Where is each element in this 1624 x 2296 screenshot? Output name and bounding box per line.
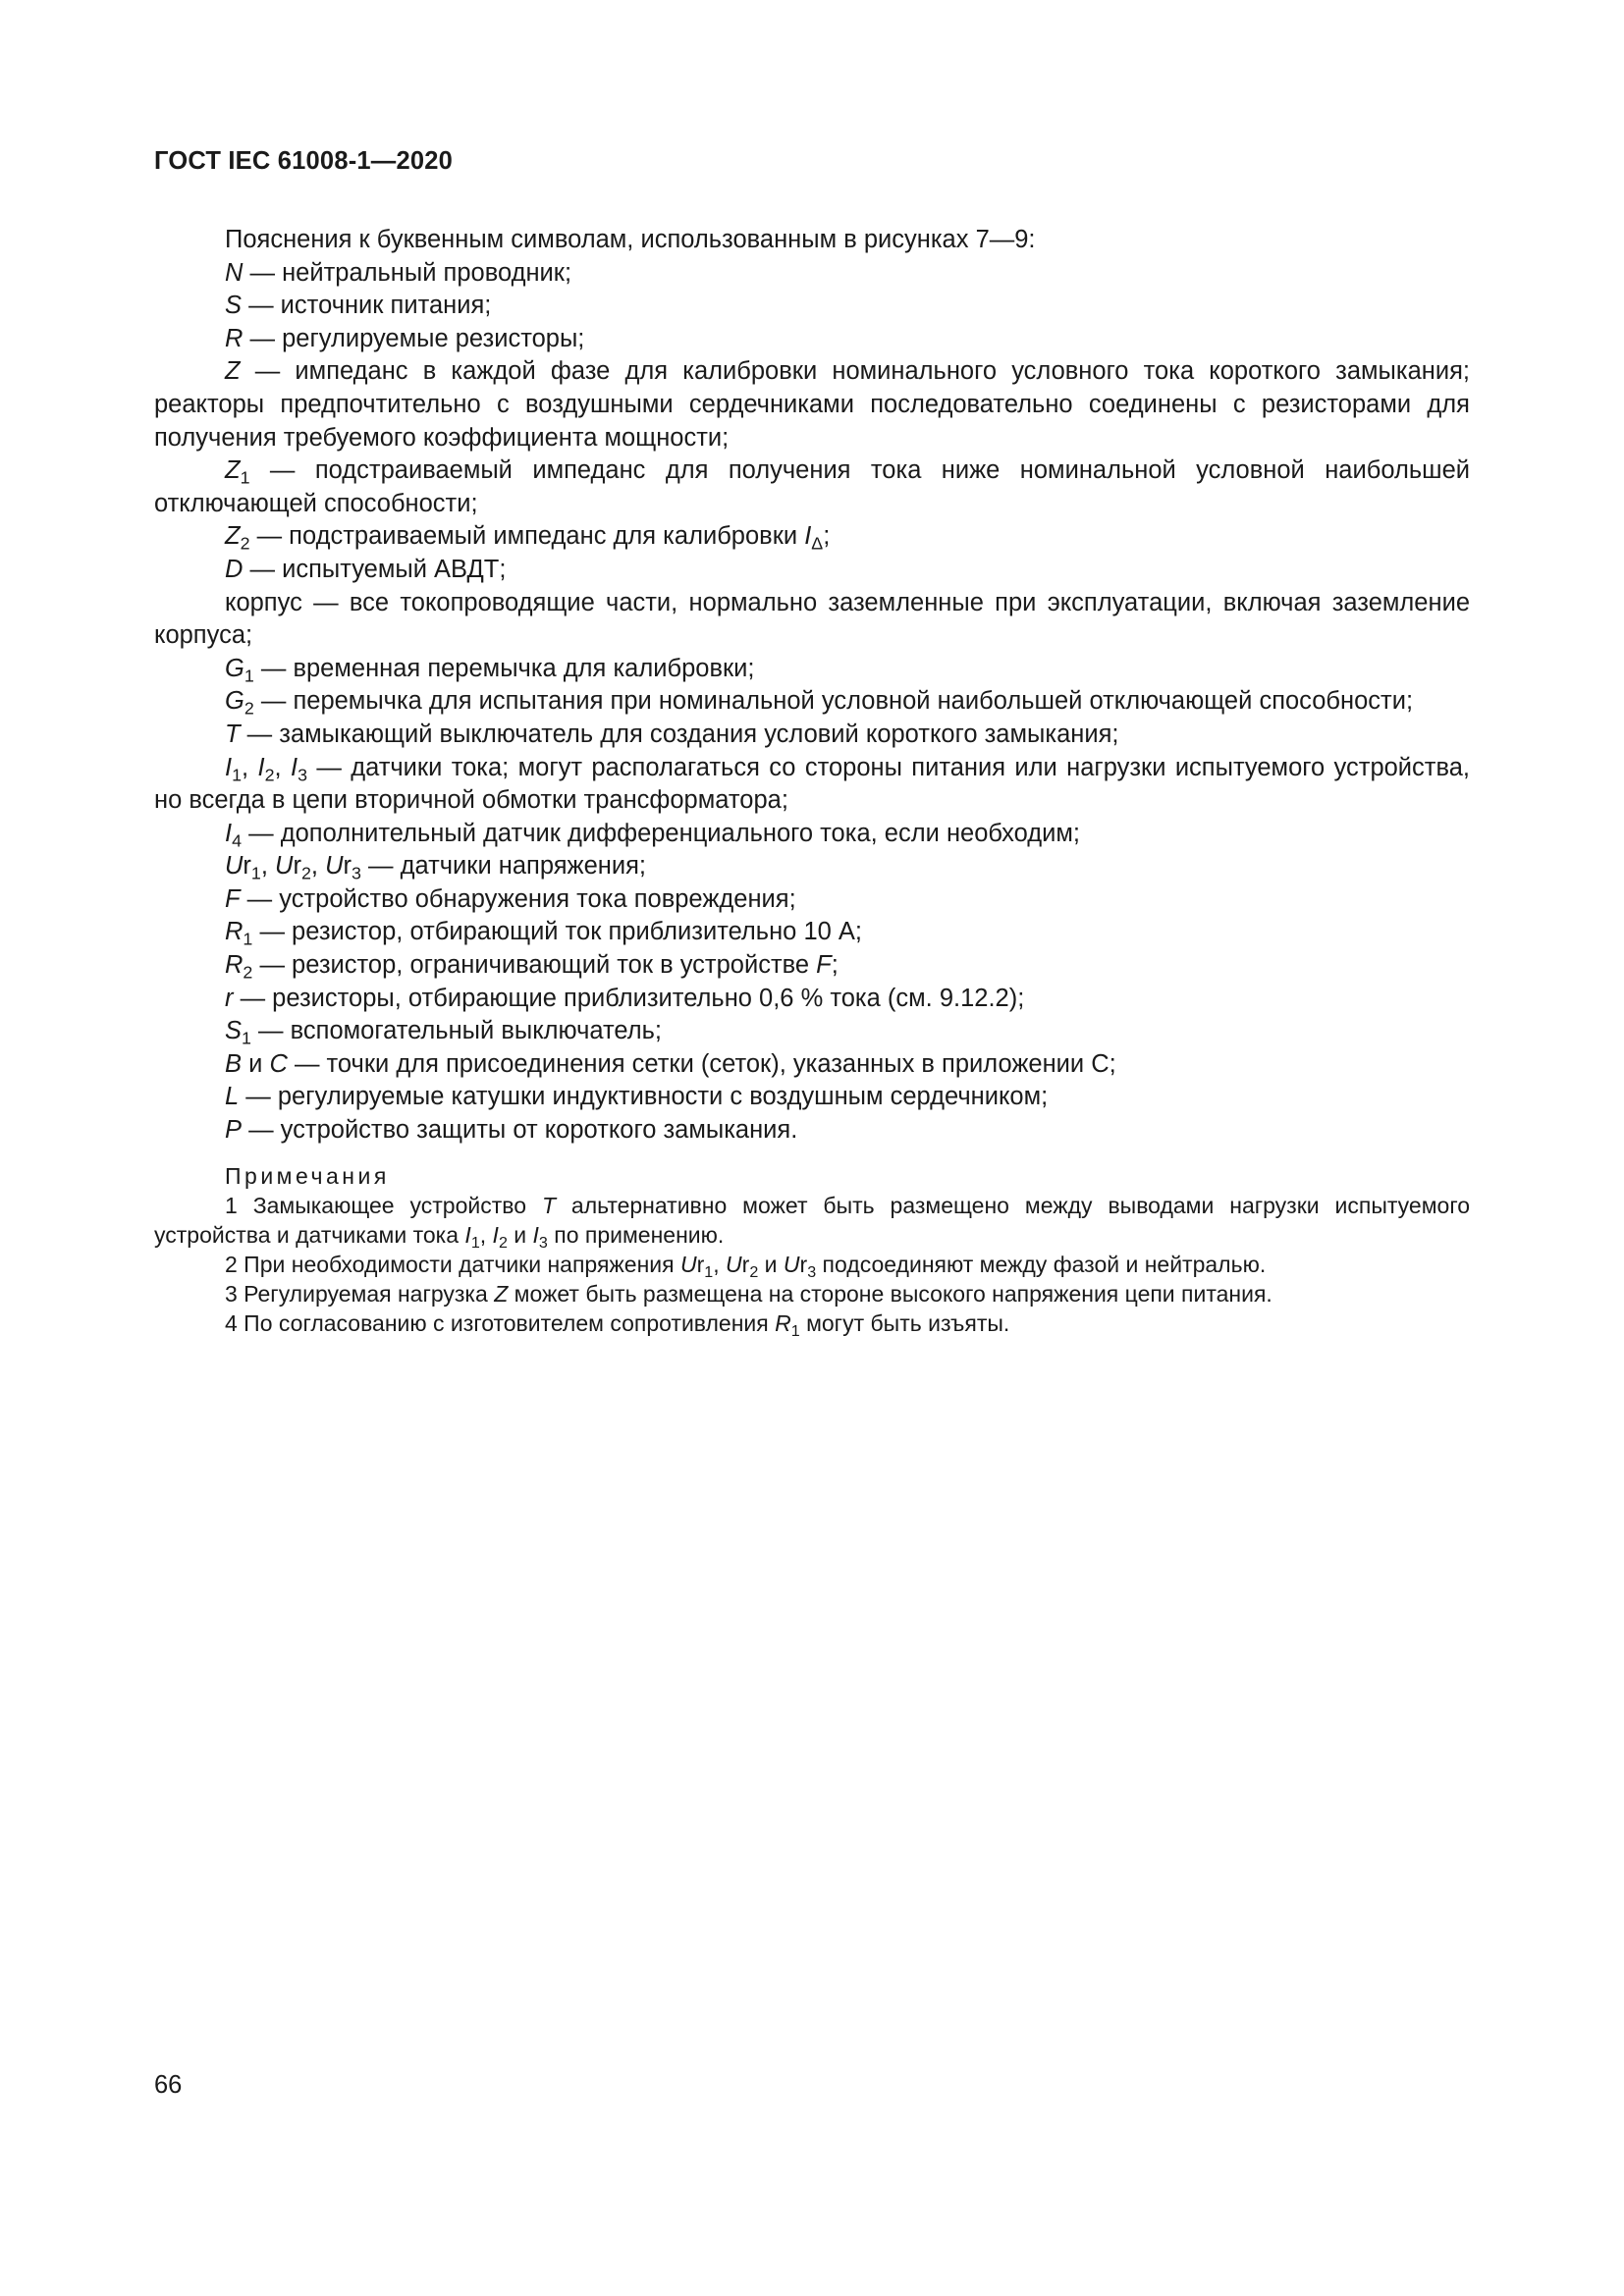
legend-item: $Ur_1$, $Ur_2$, $Ur_3$ — датчики напряжения; xyxy=(225,852,647,883)
legend-item: R — регулируемые резисторы; xyxy=(225,324,585,352)
legend-item: r — резисторы, отбирающие приблизительно 0,6 % тока (см. 9.12.2); xyxy=(225,984,1025,1012)
legend-item: $R_1$ — резистор, отбирающий ток приблизительно 10 А; xyxy=(225,918,862,950)
legend-item: $I_4$ — дополнительный датчик дифференциального тока, если необходим; xyxy=(225,819,1080,851)
legend-item: Z — импеданс в каждой фазе для калибровки номинального условного тока короткого замыкания; реакторы предпочтительно с воздушными сердечниками последовательно соединены с резисторами для получения требуемого коэффициента мощности; xyxy=(154,357,1470,452)
legend-item: $Z_2$ — подстраиваемый импеданс для калибровки $I_\Delta$; xyxy=(225,522,831,555)
notes-title: Примечания xyxy=(225,1162,390,1189)
legend-item: L — регулируемые катушки индуктивности с воздушным сердечником; xyxy=(225,1083,1049,1111)
legend-item: B и C — точки для присоединения сетки (сеток), указанных в приложении С; xyxy=(225,1049,1116,1078)
note-item: 4 По согласованию с изготовителем сопротивления $R_1$ могут быть изъяты. xyxy=(225,1309,1010,1340)
legend-item: F — устройство обнаружения тока повреждения; xyxy=(225,884,796,913)
page-number: 66 xyxy=(154,2071,183,2099)
legend-item: корпус — все токопроводящие части, нормально заземленные при эксплуатации, включая заземление корпуса; xyxy=(154,588,1470,650)
legend-item: P — устройство защиты от короткого замыкания. xyxy=(225,1116,798,1145)
legend-item: N — нейтральный проводник; xyxy=(225,258,572,287)
note-item: 2 При необходимости датчики напряжения $Ur_1$, $Ur_2$ и $Ur_3$ подсоединяют между фазой и нейтралью. xyxy=(225,1251,1267,1281)
legend-item: $S_1$ — вспомогательный выключатель; xyxy=(225,1017,662,1048)
note-item: 3 Регулируемая нагрузка Z может быть размещена на стороне высокого напряжения цепи питания. xyxy=(225,1280,1272,1307)
legend-item: $G_1$ — временная перемычка для калибровки; xyxy=(225,654,755,686)
notes-section xyxy=(154,1161,1470,1338)
legend-item: $R_2$ — резистор, ограничивающий ток в устройстве F; xyxy=(225,951,839,983)
document-header: ГОСТ IEC 61008-1—2020 xyxy=(154,147,453,175)
legend-item: T — замыкающий выключатель для создания условий короткого замыкания; xyxy=(225,720,1119,748)
legend-item: S — источник питания; xyxy=(225,292,492,320)
legend-item: D — испытуемый АВДТ; xyxy=(225,555,507,583)
legend-item: $Z_1$ — подстраиваемый импеданс для получения тока ниже номинальной условной наибольшей отключающей способности; xyxy=(154,456,1470,517)
legend-body xyxy=(154,224,1470,1338)
legend-item: $I_1$, $I_2$, $I_3$ — датчики тока; могут располагаться со стороны питания или нагрузки испытуемого устройства, но всегда в цепи вторичной обмотки трансформатора; xyxy=(154,753,1471,815)
legend-item: $G_2$ — перемычка для испытания при номинальной условной наибольшей отключающей способности; xyxy=(225,687,1414,720)
note-item: 1 Замыкающее устройство T альтернативно может быть размещено между выводами нагрузки испытуемого устройства и датчиками тока $I_1$, $I_2$ и $I_3$ по применению. xyxy=(154,1192,1470,1252)
legend-intro: Пояснения к буквенным символам, использованным в рисунках 7—9: xyxy=(225,226,1036,253)
